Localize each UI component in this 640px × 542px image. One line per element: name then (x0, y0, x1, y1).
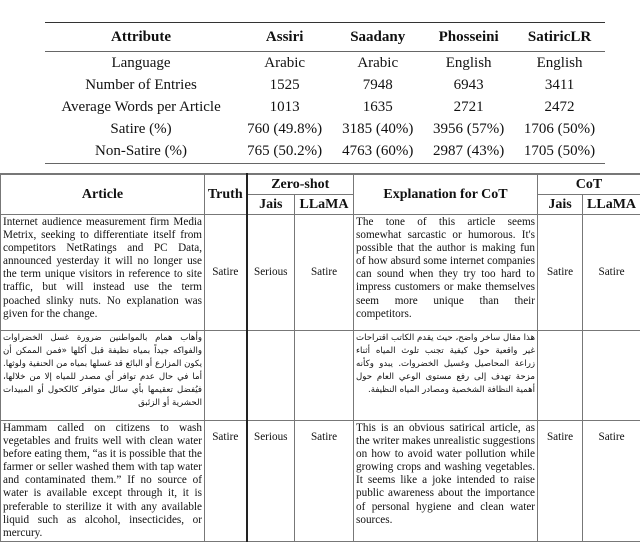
value-cell: 1706 (50%) (514, 118, 605, 140)
zs-jais-label: Serious (247, 215, 295, 331)
header-cot-jais: Jais (538, 195, 583, 215)
zs-llama-label: Satire (295, 421, 354, 542)
table-row (45, 96, 605, 118)
value-cell: 3411 (514, 74, 605, 96)
value-cell: 6943 (423, 74, 514, 96)
header-zero-shot: Zero-shot (247, 174, 354, 195)
attribute-cell: Number of Entries (45, 74, 237, 96)
table-row (1, 421, 640, 542)
value-cell: 1705 (50%) (514, 140, 605, 164)
value-cell: 3956 (57%) (423, 118, 514, 140)
header-cot-llama: LLaMA (583, 195, 640, 215)
header-truth: Truth (205, 174, 247, 215)
cot-jais-label: Satire (538, 421, 583, 542)
header-article: Article (1, 174, 205, 215)
value-cell: 7948 (332, 74, 423, 96)
value-cell: 2721 (423, 96, 514, 118)
header-saadany: Saadany (332, 23, 423, 52)
header-assiri: Assiri (237, 23, 332, 52)
header-attribute: Attribute (45, 23, 237, 52)
value-cell: 4763 (60%) (332, 140, 423, 164)
explanation-text: The tone of this article seems somewhat sarcastic or humorous. It's possible that the author is making fun of how absurd some internet companies can sound when they try too hard to impress customers or make themselves seem more unique than their competitors. (354, 215, 538, 331)
attribute-cell: Language (45, 52, 237, 75)
header-phosseini: Phosseini (423, 23, 514, 52)
table-row (1, 331, 640, 421)
zs-llama-label: Satire (295, 215, 354, 331)
header-zs-llama: LLaMA (295, 195, 354, 215)
zs-jais-label: Serious (247, 421, 295, 542)
value-cell: 2987 (43%) (423, 140, 514, 164)
value-cell: English (514, 52, 605, 75)
header-explanation: Explanation for CoT (354, 174, 538, 215)
header-zs-jais: Jais (247, 195, 295, 215)
cot-llama-label: Satire (583, 215, 640, 331)
header-cot: CoT (538, 174, 640, 195)
dataset-statistics-table (45, 22, 605, 164)
value-cell: 1013 (237, 96, 332, 118)
header-satiriclr: SatiricLR (514, 23, 605, 52)
explanation-text: This is an obvious satirical article, as the writer makes unrealistic suggestions on how to avoid water pollution while growing crops and washing vegetables. It seems like a joke intended to raise public awareness about the importance of personal hygiene and clean water sources. (354, 421, 538, 542)
cot-jais-label: Satire (538, 215, 583, 331)
value-cell: 3185 (40%) (332, 118, 423, 140)
value-cell: 1525 (237, 74, 332, 96)
article-text: Internet audience measurement firm Media Metrix, seeking to differentiate itself from competitors NetRatings and PC Data, announced yesterday it will no longer use the term unique visitors in reference to site traffic, but will instead use the term poached slinky nuts. No explanation was given for the change. (1, 215, 205, 331)
article-text-arabic: وأهاب همام بالمواطنين ضرورة غسل الخضراوات والفواكه جيداً بمياه نظيفة قبل أكلها «فمن الممكن أن يكون المزارع أو البائع قد غسلها بمياه من الحنفية ولوثها. أما في حال عدم توافر أي مصدر للمياه إلا من خلالها، فيُفضل تعقيمها بأي سائل متوافر كالكحول أو المبيدات الحشرية أو الزئبق (1, 331, 205, 421)
article-text: Hammam called on citizens to wash vegetables and fruits well with clean water before eating them, “as it is possible that the farmer or seller washed them with tap water and contaminated them.” If no source of water is available except through it, it is preferable to sterilize it with any available liquid such as alcohol, insecticides, or mercury. (1, 421, 205, 542)
value-cell: 2472 (514, 96, 605, 118)
value-cell: 765 (50.2%) (237, 140, 332, 164)
table-row (45, 118, 605, 140)
value-cell: 760 (49.8%) (237, 118, 332, 140)
explanation-text-arabic: هذا مقال ساخر واضح، حيث يقدم الكاتب اقتراحات غير واقعية حول كيفية تجنب تلوث المياه أثناء زراعة المحاصيل وغسيل الخضروات. يبدو وكأنه مزحة تهدف إلى رفع مستوى الوعي العام حول أهمية النظافة الشخصية ومصادر المياه النظيفة. (354, 331, 538, 421)
attribute-cell: Non-Satire (%) (45, 140, 237, 164)
value-cell: Arabic (332, 52, 423, 75)
truth-label: Satire (205, 421, 247, 542)
value-cell: English (423, 52, 514, 75)
table-row (1, 215, 640, 331)
examples-table (0, 173, 640, 542)
attribute-cell: Average Words per Article (45, 96, 237, 118)
attribute-cell: Satire (%) (45, 118, 237, 140)
table-row (45, 74, 605, 96)
cot-llama-label: Satire (583, 421, 640, 542)
table-row (45, 52, 605, 75)
table-row (45, 140, 605, 164)
truth-label: Satire (205, 215, 247, 331)
value-cell: Arabic (237, 52, 332, 75)
value-cell: 1635 (332, 96, 423, 118)
